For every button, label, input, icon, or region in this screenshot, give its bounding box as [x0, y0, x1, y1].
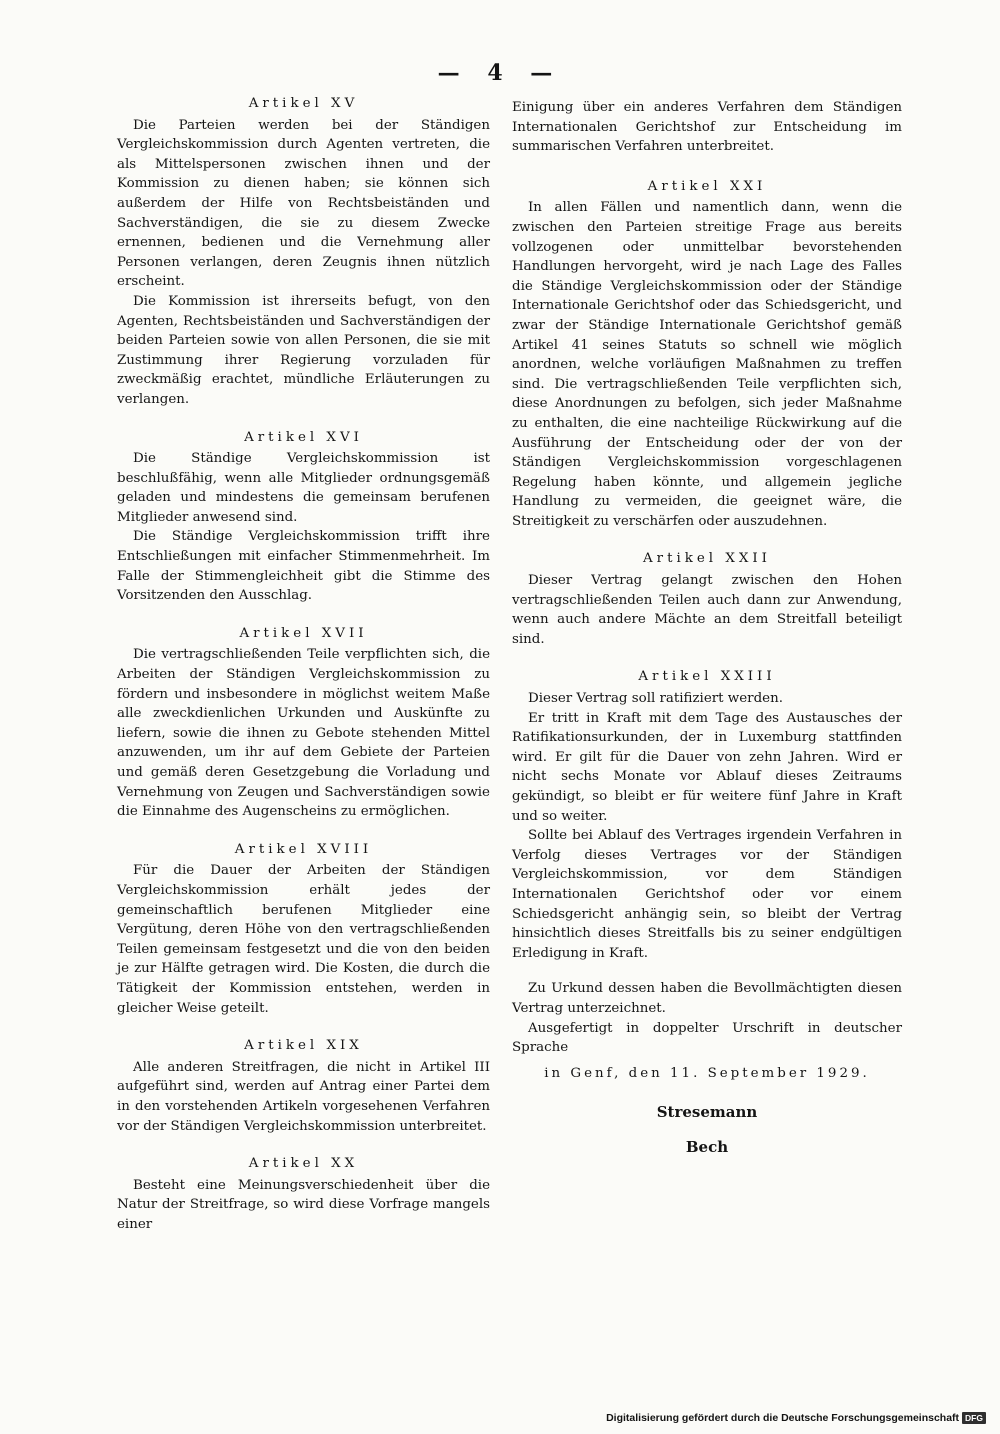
article-title: Artikel XIX	[244, 1038, 363, 1054]
article-title: Artikel XXI	[647, 178, 767, 194]
footer-text: Digitalisierung gefördert durch die Deutsche Forschungsgemeinschaft	[606, 1412, 960, 1424]
left-column	[117, 94, 490, 1234]
article-paragraph: Er tritt in Kraft mit dem Tage des Austausches der Ratifikationsurkunden, der in Luxemburg stattfinden wird. Er gilt für die Dauer von zehn Jahren. Wird er nicht sechs Monate vor Ablauf dieses Zeitraums gekündigt, so bleibt er für weitere fünf Jahre in Kraft und so weiter.	[512, 710, 902, 824]
article-paragraph: Die Parteien werden bei der Ständigen Vergleichskommission durch Agenten vertreten, die als Mittelspersonen zwischen ihnen und der Kommission zu dienen haben; sie können sich außerdem der Hilfe von Rechtsbeiständen und Sachverständigen, die sie zu diesem Zwecke ernennen, bedienen und die Vernehmung aller Personen verlangen, deren Zeugnis ihnen nützlich erscheint.	[117, 117, 490, 290]
page-number: — 4 —	[437, 60, 563, 86]
closing-paragraph: Ausgefertigt in doppelter Urschrift in deutscher Sprache	[512, 1020, 902, 1056]
article-xxi	[512, 177, 902, 532]
article-paragraph: Dieser Vertrag gelangt zwischen den Hohen vertragschließenden Teilen auch dann zur Anwendung, wenn auch andere Mächte an dem Streitfall beteiligt sind.	[512, 573, 902, 647]
signature-bech: Bech	[685, 1137, 729, 1156]
article-xvi	[117, 428, 490, 606]
article-paragraph: Die vertragschließenden Teile verpflichten sich, die Arbeiten der Ständigen Vergleichskommission zu fördern und insbesondere in möglichst weitem Maße alle zweckdienlichen Urkunden und Auskünfte zu liefern, sowie die ihnen zu Gebote stehenden Mittel anzuwenden, um ihr auf dem Gebiete der Parteien und gemäß deren Gesetzgebung die Vorladung und Vernehmung von Zeugen und Sachverständigen sowie die Einnahme des Augenscheins zu ermöglichen.	[117, 647, 490, 820]
dfg-logo-icon: DFG	[962, 1412, 986, 1424]
article-paragraph: Die Kommission ist ihrerseits befugt, von den Agenten, Rechtsbeiständen und Sachverständigen der beiden Parteien sowie von allen Personen, die sie mit Zustimmung ihrer Regierung vorzuladen für zweckmäßig erachtet, mündliche Erläuterungen zu verlangen.	[117, 293, 490, 407]
article-title: Artikel XXIII	[638, 669, 776, 685]
article-paragraph: Sollte bei Ablauf des Vertrages irgendein Verfahren in Verfolg dieses Vertrages vor der Ständigen Vergleichskommission, vor dem Ständigen Internationalen Gerichtshof oder vor einem Schiedsgericht anhängig sein, so bleibt der Vertrag hinsichtlich dieses Streitfalls bis zu seiner endgültigen Erledigung in Kraft.	[512, 828, 902, 961]
article-paragraph: In allen Fällen und namentlich dann, wenn die zwischen den Parteien streitige Frage aus bereits vollzogenen oder unmittelbar bevorstehenden Handlungen hervorgeht, wird je nach Lage des Falles die Ständige Vergleichskommission oder der Ständige Internationale Gerichtshof oder das Schiedsgericht, und zwar der Ständige Internationale Gerichtshof gemäß Artikel 41 seines Statuts so schnell wie möglich anordnen, welche vorläufigen Maßnahmen zu treffen sind. Die vertragschließenden Teile verpflichten sich, diese Anordnungen zu befolgen, sich jeder Maßnahme zu enthalten, die eine nachteilige Rückwirkung auf die Ausführung der Entscheidung oder der von der Ständigen Vergleichskommission vorgeschlagenen Regelung haben könnte, und allgemein jegliche Handlung zu vermeiden, die geeignet wäre, die Streitigkeit zu verschärfen oder auszudehnen.	[512, 200, 902, 529]
article-title: Artikel XVI	[244, 429, 363, 445]
article-xvii	[117, 624, 490, 822]
signature-stresemann: Stresemann	[656, 1103, 758, 1122]
closing-block	[512, 979, 902, 1057]
article-xx	[117, 1154, 490, 1234]
closing-paragraph: Zu Urkund dessen haben die Bevollmächtigten diesen Vertrag unterzeichnet.	[512, 981, 902, 1016]
article-title: Artikel XX	[248, 1156, 359, 1172]
article-paragraph: Dieser Vertrag soll ratifiziert werden.	[528, 691, 783, 707]
article-title: Artikel XV	[248, 96, 359, 111]
place-date: in Genf, den 11. September 1929.	[544, 1065, 870, 1081]
article-title: Artikel XVII	[239, 625, 368, 641]
article-paragraph: Für die Dauer der Arbeiten der Ständigen Vergleichskommission erhält jedes der gemeinschaftlich berufenen Mitglieder eine Vergütung, deren Höhe von den vertragschließenden Teilen gemeinsam festgesetzt und die von den beiden je zur Hälfte getragen wird. Die Kosten, die durch die Tätigkeit der Kommission entstehen, werden in gleicher Weise geteilt.	[117, 863, 490, 1016]
right-column	[512, 98, 902, 1173]
article-title: Artikel XVIII	[234, 841, 373, 857]
article-xviii	[117, 840, 490, 1018]
article-paragraph: Die Ständige Vergleichskommission ist beschlußfähig, wenn alle Mitglieder ordnungsgemäß geladen und mindestens die gemeinsam berufenen Mitglieder anwesend sind.	[117, 451, 490, 525]
continuation-paragraph: Einigung über ein anderes Verfahren dem Ständigen Internationalen Gerichtshof zur Entscheidung im summarischen Verfahren unterbreitet.	[512, 100, 902, 155]
article-xix	[117, 1036, 490, 1136]
article-paragraph: Alle anderen Streitfragen, die nicht in Artikel III aufgeführt sind, werden auf Antrag einer Partei dem in den vorstehenden Artikeln vorgesehenen Verfahren vor der Ständigen Vergleichskommission unterbreitet.	[117, 1059, 490, 1134]
article-xxii	[512, 549, 902, 649]
footer	[606, 1412, 986, 1424]
article-paragraph: Die Ständige Vergleichskommission trifft ihre Entschließungen mit einfacher Stimmenmehrheit. Im Falle der Stimmengleichheit gibt die Stimme des Vorsitzenden den Ausschlag.	[117, 529, 490, 604]
article-xv	[117, 94, 490, 410]
article-title: Artikel XXII	[643, 551, 771, 567]
article-xxiii	[512, 667, 902, 963]
article-paragraph: Besteht eine Meinungsverschiedenheit über die Natur der Streitfrage, so wird diese Vorfrage mangels einer	[117, 1177, 490, 1232]
